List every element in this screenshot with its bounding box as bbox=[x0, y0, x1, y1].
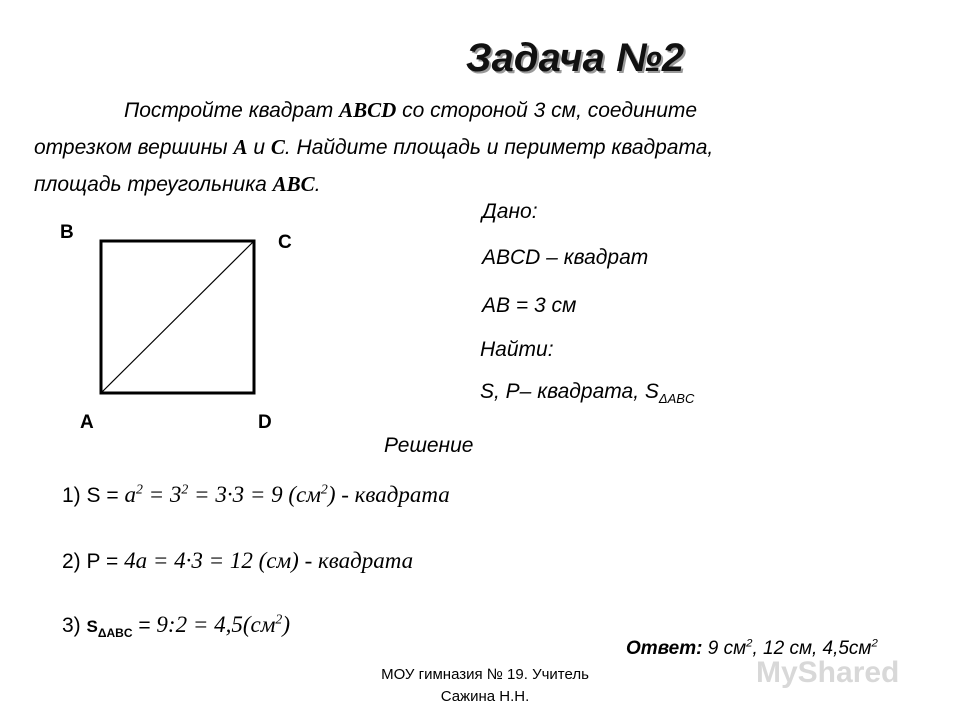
solution-step-1: 1) $S = a^2 = 3^2 = 3\cdot 3 = 9$ $(см^2)$ - квадрата bbox=[62, 481, 450, 507]
vertex-label-c: C bbox=[278, 232, 292, 253]
find-text: S, P– квадрата, $S_{\Delta ABC}$ bbox=[480, 380, 695, 407]
solution-heading: Решение bbox=[384, 434, 474, 457]
find-heading: Найти: bbox=[480, 338, 554, 361]
given-fact-square: ABCD – квадрат bbox=[482, 246, 649, 269]
task-line-2: отрезком вершины A и C. Найдите площадь и периметр квадрата, bbox=[34, 135, 714, 159]
task-line-1: Постройте квадрат ABCD со стороной 3 см, соедините bbox=[124, 98, 698, 122]
diagonal-ac bbox=[102, 242, 253, 392]
slide-title: Задача №2 bbox=[465, 36, 685, 80]
answer: Ответ: 9 $см^2$, 12 см, $4,5см^2$ bbox=[626, 637, 878, 659]
task-line-3: площадь треугольника ABC. bbox=[34, 172, 321, 196]
task-statement bbox=[34, 92, 713, 203]
given-fact-side: AB = 3 см bbox=[482, 294, 577, 317]
solution-step-3: 3) $S_{\Delta ABC}$ = 9:2 = $4,5(см^2)$ bbox=[62, 611, 290, 641]
given-heading: Дано: bbox=[482, 200, 538, 223]
square-figure bbox=[90, 232, 270, 402]
vertex-label-a: A bbox=[80, 412, 94, 433]
vertex-label-d: D bbox=[258, 412, 272, 433]
watermark-logo: MyShared bbox=[756, 656, 900, 689]
solution-step-2: 2) P = 4a = 4·3 = 12 (см) - квадрата bbox=[62, 548, 414, 573]
vertex-label-b: B bbox=[60, 222, 74, 243]
footer-author: МОУ гимназия № 19. Учитель Сажина Н.Н. bbox=[381, 666, 589, 705]
